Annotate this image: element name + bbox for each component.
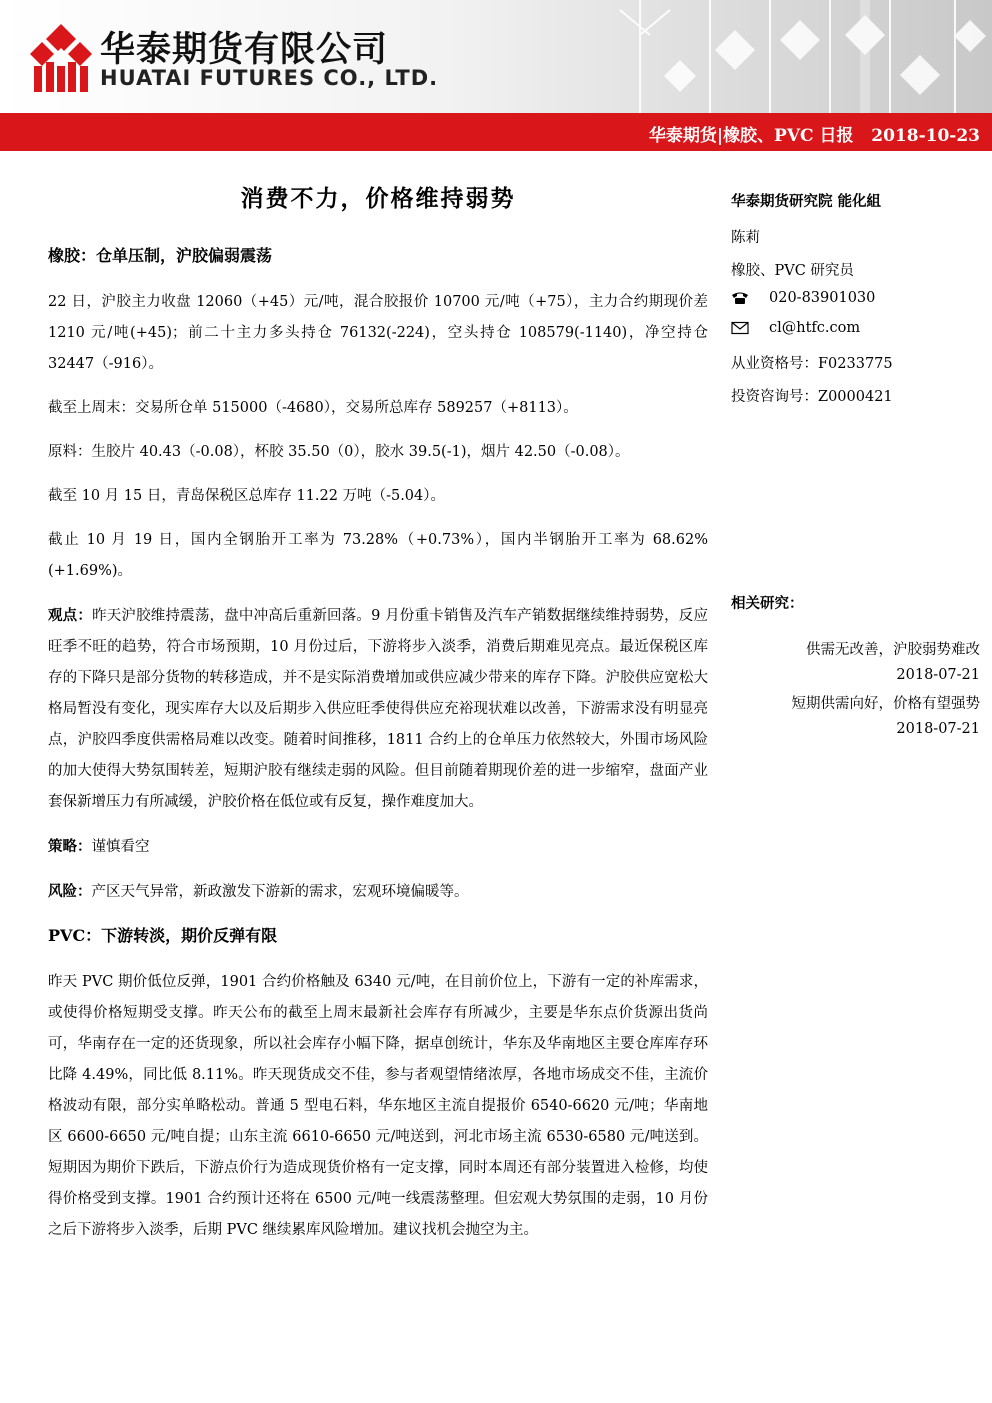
rubber-paragraph-4: 截至 10 月 15 日，青岛保税区总库存 11.22 万吨（-5.04）。: [48, 488, 445, 504]
main-column: [48, 176, 708, 1246]
related-item-2-date: 2018-07-21: [896, 721, 980, 737]
email-icon: [731, 321, 749, 335]
consulting-number: 投资咨询号：Z0000421: [731, 389, 893, 405]
risk-text: 产区天气异常，新政激发下游新的需求，宏观环境偏暖等。: [91, 884, 469, 900]
bar-separator: |: [716, 126, 724, 146]
rubber-view: [48, 600, 708, 818]
company-name-cn: 华泰期货有限公司: [100, 30, 389, 70]
huatai-logo: [30, 22, 92, 94]
report-title-bar: [0, 113, 992, 151]
analyst-role: 橡胶、PVC 研究员: [731, 263, 854, 279]
view-label: 观点：: [48, 607, 93, 624]
related-item-2-title[interactable]: 短期供需向好，价格有望强势: [791, 696, 980, 712]
rubber-paragraph-1: 22 日，沪胶主力收盘 12060（+45）元/吨，混合胶报价 10700 元/吨（+75），主力合约期现价差 1210 元/吨(+45)；前二十主力多头持仓 76132(-224)，空头持仓 108579(-1140)，净空持仓 32447（-916）。: [48, 294, 708, 372]
related-item-1-date: 2018-07-21: [896, 667, 980, 683]
risk-label: 风险：: [48, 883, 92, 900]
company-name-en: HUATAI FUTURES CO., LTD.: [100, 66, 439, 90]
email-line: [731, 320, 860, 336]
bar-brand: 华泰期货: [648, 126, 717, 146]
rubber-heading: 橡胶：仓单压制，沪胶偏弱震荡: [48, 246, 273, 265]
report-title-bar-text: [649, 121, 980, 146]
pvc-heading: PVC：下游转淡，期价反弹有限: [48, 926, 278, 945]
page-title: 消费不力，价格维持弱势: [240, 185, 516, 212]
analyst-name: 陈莉: [731, 230, 760, 246]
header-banner: [0, 0, 992, 113]
strategy-label: 策略：: [48, 838, 92, 855]
strategy-text: 谨慎看空: [91, 839, 150, 855]
view-text: 昨天沪胶维持震荡，盘中冲高后重新回落。9 月份重卡销售及汽车产销数据继续维持弱势，反应旺季不旺的趋势，符合市场预期，10 月份过后，下游将步入淡季，消费后期难见亮点。最近保税区库存的下降只是部分货物的转移造成，并不是实际消费增加或供应减少带来的库存下降。沪胶供应宽松大格局暂没有变化，现实库存大以及后期步入供应旺季使得供应充裕现状难以改善，下游需求没有明显亮点，沪胶四季度供需格局难以改变。随着时间推移，1811 合约上的仓单压力依然较大，外围市场风险的加大使得大势氛围转差，短期沪胶有继续走弱的风险。但目前随着期现价差的进一步缩窄，盘面产业套保新增压力有所减缓，沪胶价格在低位或有反复，操作难度加大。: [48, 608, 708, 810]
rubber-paragraph-5: 截止 10 月 19 日，国内全钢胎开工率为 73.28%（+0.73%），国内半钢胎开工率为 68.62%(+1.69%)。: [48, 532, 708, 579]
rubber-risk: [48, 876, 708, 908]
header-decoration: [560, 0, 992, 113]
rubber-paragraph-2: 截至上周末：交易所仓单 515000（-4680），交易所总库存 589257（+8113）。: [48, 400, 578, 416]
research-org: 华泰期货研究院 能化組: [731, 193, 882, 210]
email-address[interactable]: cl@htfc.com: [769, 320, 861, 336]
related-item-1-title[interactable]: 供需无改善，沪胶弱势难改: [806, 642, 980, 658]
rubber-paragraph-3: 原料：生胶片 40.43（-0.08），杯胶 35.50（0），胶水 39.5(-1)，烟片 42.50（-0.08）。: [48, 444, 630, 460]
rubber-strategy: [48, 831, 708, 863]
bar-report-name: 橡胶、PVC 日报: [723, 126, 854, 146]
bar-date: 2018-10-23: [871, 126, 980, 146]
phone-number: 020-83901030: [769, 290, 876, 306]
pvc-paragraph-1: 昨天 PVC 期价低位反弹，1901 合约价格触及 6340 元/吨，在目前价位上，下游有一定的补库需求，或使得价格短期受支撑。昨天公布的截至上周末最新社会库存有所减少，主要是华东点价货源出货尚可，华南存在一定的还货现象，所以社会库存小幅下降，据卓创统计，华东及华南地区主要仓库库存环比降 4.49%，同比低 8.11%。昨天现货成交不佳，参与者观望情绪浓厚，各地市场成交不佳，主流价格波动有限，部分实单略松动。普通 5 型电石料，华东地区主流自提报价 6540-6620 元/吨；华南地区 6600-6650 元/吨自提；山东主流 6610-6650 元/吨送到，河北市场主流 6530-6580 元/吨送到。短期因为期价下跌后，下游点价行为造成现货价格有一定支撑，同时本周还有部分装置进入检修，均使得价格受到支撑。1901 合约预计还将在 6500 元/吨一线震荡整理。但宏观大势氛围的走弱，10 月份之后下游将步入淡季，后期 PVC 继续累库风险增加。建议找机会抛空为主。: [48, 974, 708, 1238]
phone-line: [731, 290, 875, 306]
qualification-number: 从业资格号：F0233775: [731, 356, 893, 372]
related-research-title: 相关研究：: [731, 595, 804, 612]
phone-icon: [731, 291, 749, 305]
